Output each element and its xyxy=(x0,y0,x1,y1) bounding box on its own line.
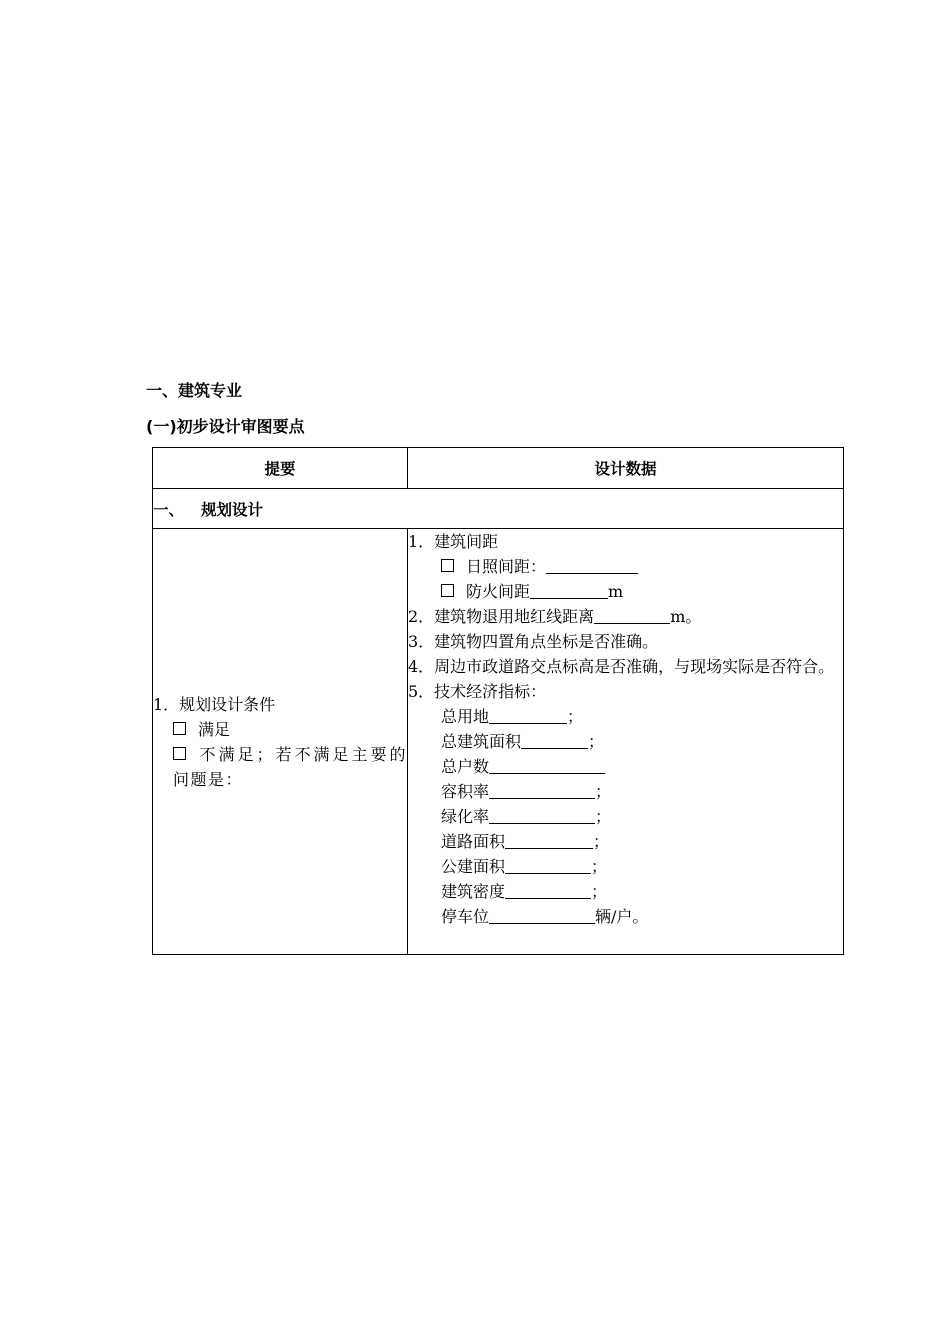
indicator-blank[interactable] xyxy=(489,755,605,774)
column-header-design-data: 设计数据 xyxy=(408,448,844,489)
indicator-label: 公建面积 xyxy=(441,857,506,876)
summary-cell xyxy=(153,529,408,955)
review-table xyxy=(152,447,844,955)
indicator-suffix: 辆/户。 xyxy=(595,907,649,926)
indicator-suffix: ； xyxy=(588,732,605,751)
indicator-row xyxy=(408,704,843,729)
subsection-heading: (一)初步设计审图要点 xyxy=(146,417,305,436)
sunlight-spacing-label: 日照间距： xyxy=(466,557,547,576)
indicator-suffix: ； xyxy=(567,707,584,726)
fire-spacing-label: 防火间距 xyxy=(466,582,531,601)
item-building-spacing: 1．建筑间距 xyxy=(408,532,499,551)
indicator-suffix: ； xyxy=(593,832,610,851)
indicator-blank[interactable] xyxy=(505,855,591,874)
column-header-summary: 提要 xyxy=(153,448,408,489)
indicator-blank[interactable] xyxy=(489,905,595,924)
indicator-blank[interactable] xyxy=(489,805,595,824)
fire-spacing-blank[interactable] xyxy=(530,580,608,599)
design-data-cell xyxy=(408,529,844,955)
section-heading: 一、建筑专业 xyxy=(146,381,243,400)
indicator-blank[interactable] xyxy=(489,705,567,724)
setback-label: 2．建筑物退用地红线距离 xyxy=(408,607,595,626)
indicator-label: 停车位 xyxy=(441,907,490,926)
indicator-row xyxy=(408,854,843,879)
indicator-suffix: ； xyxy=(591,882,608,901)
indicator-label: 道路面积 xyxy=(441,832,506,851)
indicator-suffix: ； xyxy=(595,807,612,826)
indicator-row xyxy=(408,829,843,854)
setback-unit: m。 xyxy=(670,607,702,626)
item-road-elevation: 4．周边市政道路交点标高是否准确，与现场实际是否符合。 xyxy=(408,657,835,676)
item-setback-row xyxy=(408,604,843,629)
option-unsatisfied[interactable] xyxy=(153,742,407,792)
checkbox-icon[interactable] xyxy=(173,747,186,760)
indicator-label: 总用地 xyxy=(441,707,490,726)
fire-spacing-unit: m xyxy=(608,582,624,601)
indicator-suffix: ； xyxy=(591,857,608,876)
indicator-row xyxy=(408,879,843,904)
checkbox-icon[interactable] xyxy=(441,584,454,597)
table-row xyxy=(153,529,844,955)
indicator-suffix: ； xyxy=(595,782,612,801)
checkbox-icon[interactable] xyxy=(441,559,454,572)
indicator-label: 建筑密度 xyxy=(441,882,506,901)
indicator-row xyxy=(408,754,843,779)
option-satisfied[interactable] xyxy=(153,717,407,742)
sunlight-spacing-blank[interactable] xyxy=(546,555,638,574)
indicator-row xyxy=(408,729,843,754)
indicator-row xyxy=(408,804,843,829)
indicator-label: 绿化率 xyxy=(441,807,490,826)
sunlight-spacing-row xyxy=(408,554,843,579)
indicator-label: 总建筑面积 xyxy=(441,732,522,751)
option-unsatisfied-label: 不满足；若不满足主要的问题是： xyxy=(173,744,407,789)
section-number: 一、 xyxy=(153,500,185,519)
indicator-row xyxy=(408,904,843,929)
section-title: 规划设计 xyxy=(201,500,264,519)
indicator-blank[interactable] xyxy=(489,780,595,799)
indicator-label: 总户数 xyxy=(441,757,490,776)
indicator-label: 容积率 xyxy=(441,782,490,801)
indicator-row xyxy=(408,779,843,804)
section-title-cell xyxy=(153,489,844,529)
indicator-blank[interactable] xyxy=(505,880,591,899)
indicator-blank[interactable] xyxy=(505,830,593,849)
option-satisfied-label: 满足 xyxy=(198,719,231,739)
table-header-row xyxy=(153,448,844,489)
item-corner-coordinates: 3．建筑物四置角点坐标是否准确。 xyxy=(408,632,659,651)
section-row xyxy=(153,489,844,529)
fire-spacing-row xyxy=(408,579,843,604)
condition-title: 1．规划设计条件 xyxy=(153,694,276,714)
setback-blank[interactable] xyxy=(594,605,670,624)
indicator-blank[interactable] xyxy=(521,730,588,749)
item-tech-indicators: 5．技术经济指标： xyxy=(408,682,547,701)
checkbox-icon[interactable] xyxy=(173,722,186,735)
